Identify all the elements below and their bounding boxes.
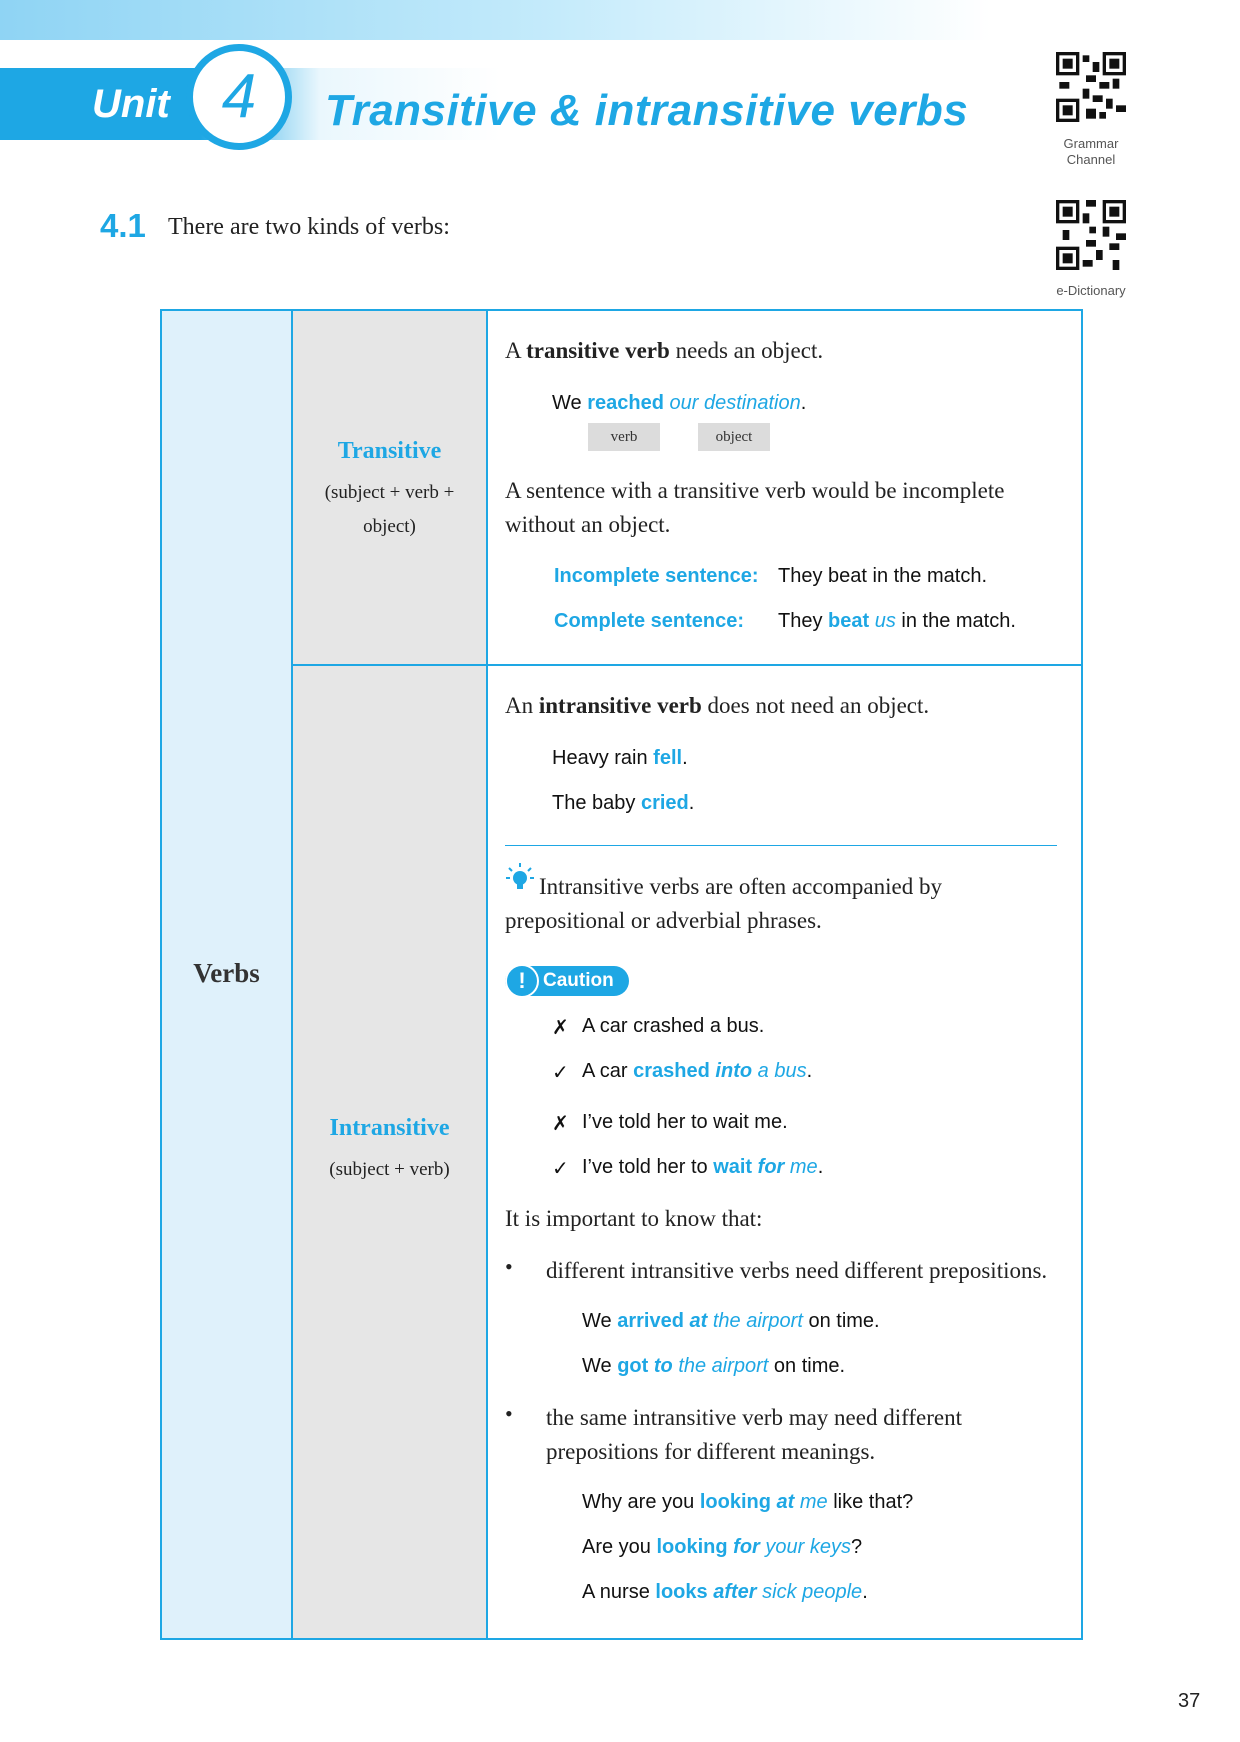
intransitive-heading: Intransitive — [329, 1115, 450, 1141]
header-band — [0, 0, 1240, 40]
check-icon: ✓ — [552, 1156, 569, 1180]
incomplete-sentence-label: Incomplete sentence: — [554, 565, 759, 587]
text-run: . — [862, 1581, 868, 1603]
intransitive-pattern: (subject + verb) — [329, 1159, 450, 1180]
check-icon: ✓ — [552, 1060, 569, 1084]
text-run: A nurse — [582, 1581, 656, 1603]
qr-label-line: Grammar — [1063, 136, 1119, 151]
bullet-icon: • — [505, 1401, 513, 1426]
text-run: on time. — [802, 1310, 880, 1332]
text-run: Heavy rain — [552, 747, 654, 769]
transitive-pattern-line: object) — [363, 516, 416, 537]
text-run: like that? — [827, 1491, 914, 1513]
text-run: We — [552, 392, 588, 414]
cross-icon: ✗ — [552, 1015, 569, 1039]
text-run: . — [682, 747, 688, 769]
grammar-channel-qr-icon[interactable] — [1056, 52, 1126, 122]
section-text: There are two kinds of verbs: — [168, 214, 450, 240]
object-tag: object — [698, 423, 770, 451]
bullet-example — [582, 1491, 913, 1514]
text-run: A car — [582, 1060, 634, 1082]
section-number: 4.1 — [100, 207, 146, 244]
unit-title: Transitive & intransitive verbs — [325, 86, 969, 135]
example-verb: wait — [713, 1156, 753, 1178]
important-note: It is important to know that: — [505, 1206, 763, 1231]
example-verb: fell — [653, 747, 683, 769]
example-object: the airport — [678, 1355, 769, 1377]
text-run: A — [505, 338, 527, 363]
example-preposition: for — [757, 1156, 785, 1178]
exclamation-icon: ! — [505, 964, 539, 998]
bullet-text — [546, 1401, 962, 1469]
intransitive-definition — [505, 689, 929, 723]
definition-term: transitive verb — [526, 338, 670, 363]
bullet-example — [582, 1355, 845, 1378]
text-run: We — [582, 1310, 618, 1332]
example-verb: looks — [655, 1581, 708, 1603]
definition-term: intransitive verb — [538, 693, 702, 718]
transitive-pattern — [311, 476, 468, 544]
text-run: They — [778, 610, 829, 632]
bullet-line: prepositions for different meanings. — [546, 1439, 876, 1464]
text-run: on time. — [768, 1355, 846, 1377]
transitive-note — [505, 474, 1004, 542]
wrong-example: I’ve told her to wait me. — [582, 1111, 788, 1133]
verbs-row-label: Verbs — [193, 958, 260, 988]
bullet-text: different intransitive verbs need different prepositions. — [546, 1258, 1048, 1283]
text-run: Are you — [582, 1536, 657, 1558]
example-verb: reached — [587, 392, 664, 414]
example-verb: got — [617, 1355, 649, 1377]
example-object: your keys — [765, 1536, 851, 1558]
tip-line: prepositional or adverbial phrases. — [505, 908, 822, 933]
tip-line: Intransitive verbs are often accompanied by — [539, 874, 942, 899]
unit-word: Unit — [92, 82, 170, 126]
example-preposition: at — [776, 1491, 795, 1513]
page-number: 37 — [1178, 1690, 1201, 1712]
example-verb: cried — [640, 792, 689, 814]
correct-example — [582, 1156, 823, 1179]
example-verb: arrived — [617, 1310, 684, 1332]
example-preposition: to — [653, 1355, 673, 1377]
intransitive-example — [552, 747, 688, 770]
tip-text — [505, 870, 1065, 938]
text-run: Why are you — [582, 1491, 700, 1513]
qr-label-line: Channel — [1066, 152, 1116, 167]
example-preposition: at — [689, 1310, 708, 1332]
example-object: a bus — [757, 1060, 807, 1082]
example-object: the airport — [712, 1310, 803, 1332]
text-run: I’ve told her to — [582, 1156, 714, 1178]
cross-icon: ✗ — [552, 1111, 569, 1135]
transitive-example — [552, 392, 806, 415]
bullet-example — [582, 1310, 880, 1333]
text-run: An — [505, 693, 539, 718]
example-verb: crashed — [633, 1060, 710, 1082]
example-verb: looking — [656, 1536, 728, 1558]
caution-badge — [505, 966, 629, 996]
transitive-pattern-line: (subject + verb + — [324, 482, 455, 503]
text-run: . — [800, 392, 807, 414]
example-preposition: into — [715, 1060, 753, 1082]
e-dictionary-label: e-Dictionary — [1056, 283, 1126, 298]
example-object: us — [874, 610, 896, 632]
note-line: A sentence with a transitive verb would be incomplete — [505, 478, 1005, 503]
incomplete-sentence-text: They beat in the match. — [778, 565, 988, 587]
text-run: needs an object. — [669, 338, 824, 363]
example-verb: looking — [699, 1491, 771, 1513]
unit-number: 4 — [221, 62, 257, 131]
correct-example — [582, 1060, 812, 1083]
example-object: sick people — [762, 1581, 863, 1603]
transitive-heading: Transitive — [337, 438, 442, 464]
caution-label: Caution — [543, 970, 614, 991]
example-object: me — [789, 1156, 818, 1178]
text-run: The baby — [552, 792, 641, 814]
bullet-example — [582, 1581, 868, 1604]
bullet-line: the same intransitive verb may need different — [546, 1405, 962, 1430]
bullet-example — [582, 1536, 862, 1559]
example-object: me — [799, 1491, 828, 1513]
text-run: does not need an object. — [701, 693, 930, 718]
text-run: We — [582, 1355, 618, 1377]
text-run: . — [817, 1156, 824, 1178]
transitive-definition — [505, 334, 823, 368]
e-dictionary-qr-icon[interactable] — [1056, 200, 1126, 270]
text-run: ? — [850, 1536, 863, 1558]
example-verb: beat — [828, 610, 870, 632]
unit-number-badge — [186, 44, 292, 150]
complete-sentence-label: Complete sentence: — [554, 610, 745, 632]
bullet-icon: • — [505, 1254, 513, 1279]
section-divider — [505, 845, 1057, 846]
grammar-channel-label — [1048, 136, 1134, 168]
note-line: without an object. — [505, 512, 671, 537]
text-run: . — [806, 1060, 813, 1082]
example-preposition: after — [713, 1581, 757, 1603]
text-run: in the match. — [895, 610, 1016, 632]
verb-tag: verb — [588, 423, 660, 451]
text-run: . — [688, 792, 695, 814]
complete-sentence-text — [778, 610, 1016, 633]
intransitive-label-cell — [291, 664, 488, 1640]
intransitive-example — [552, 792, 694, 815]
example-preposition: for — [733, 1536, 760, 1558]
example-object: our destination — [669, 392, 801, 414]
wrong-example: A car crashed a bus. — [582, 1015, 765, 1037]
